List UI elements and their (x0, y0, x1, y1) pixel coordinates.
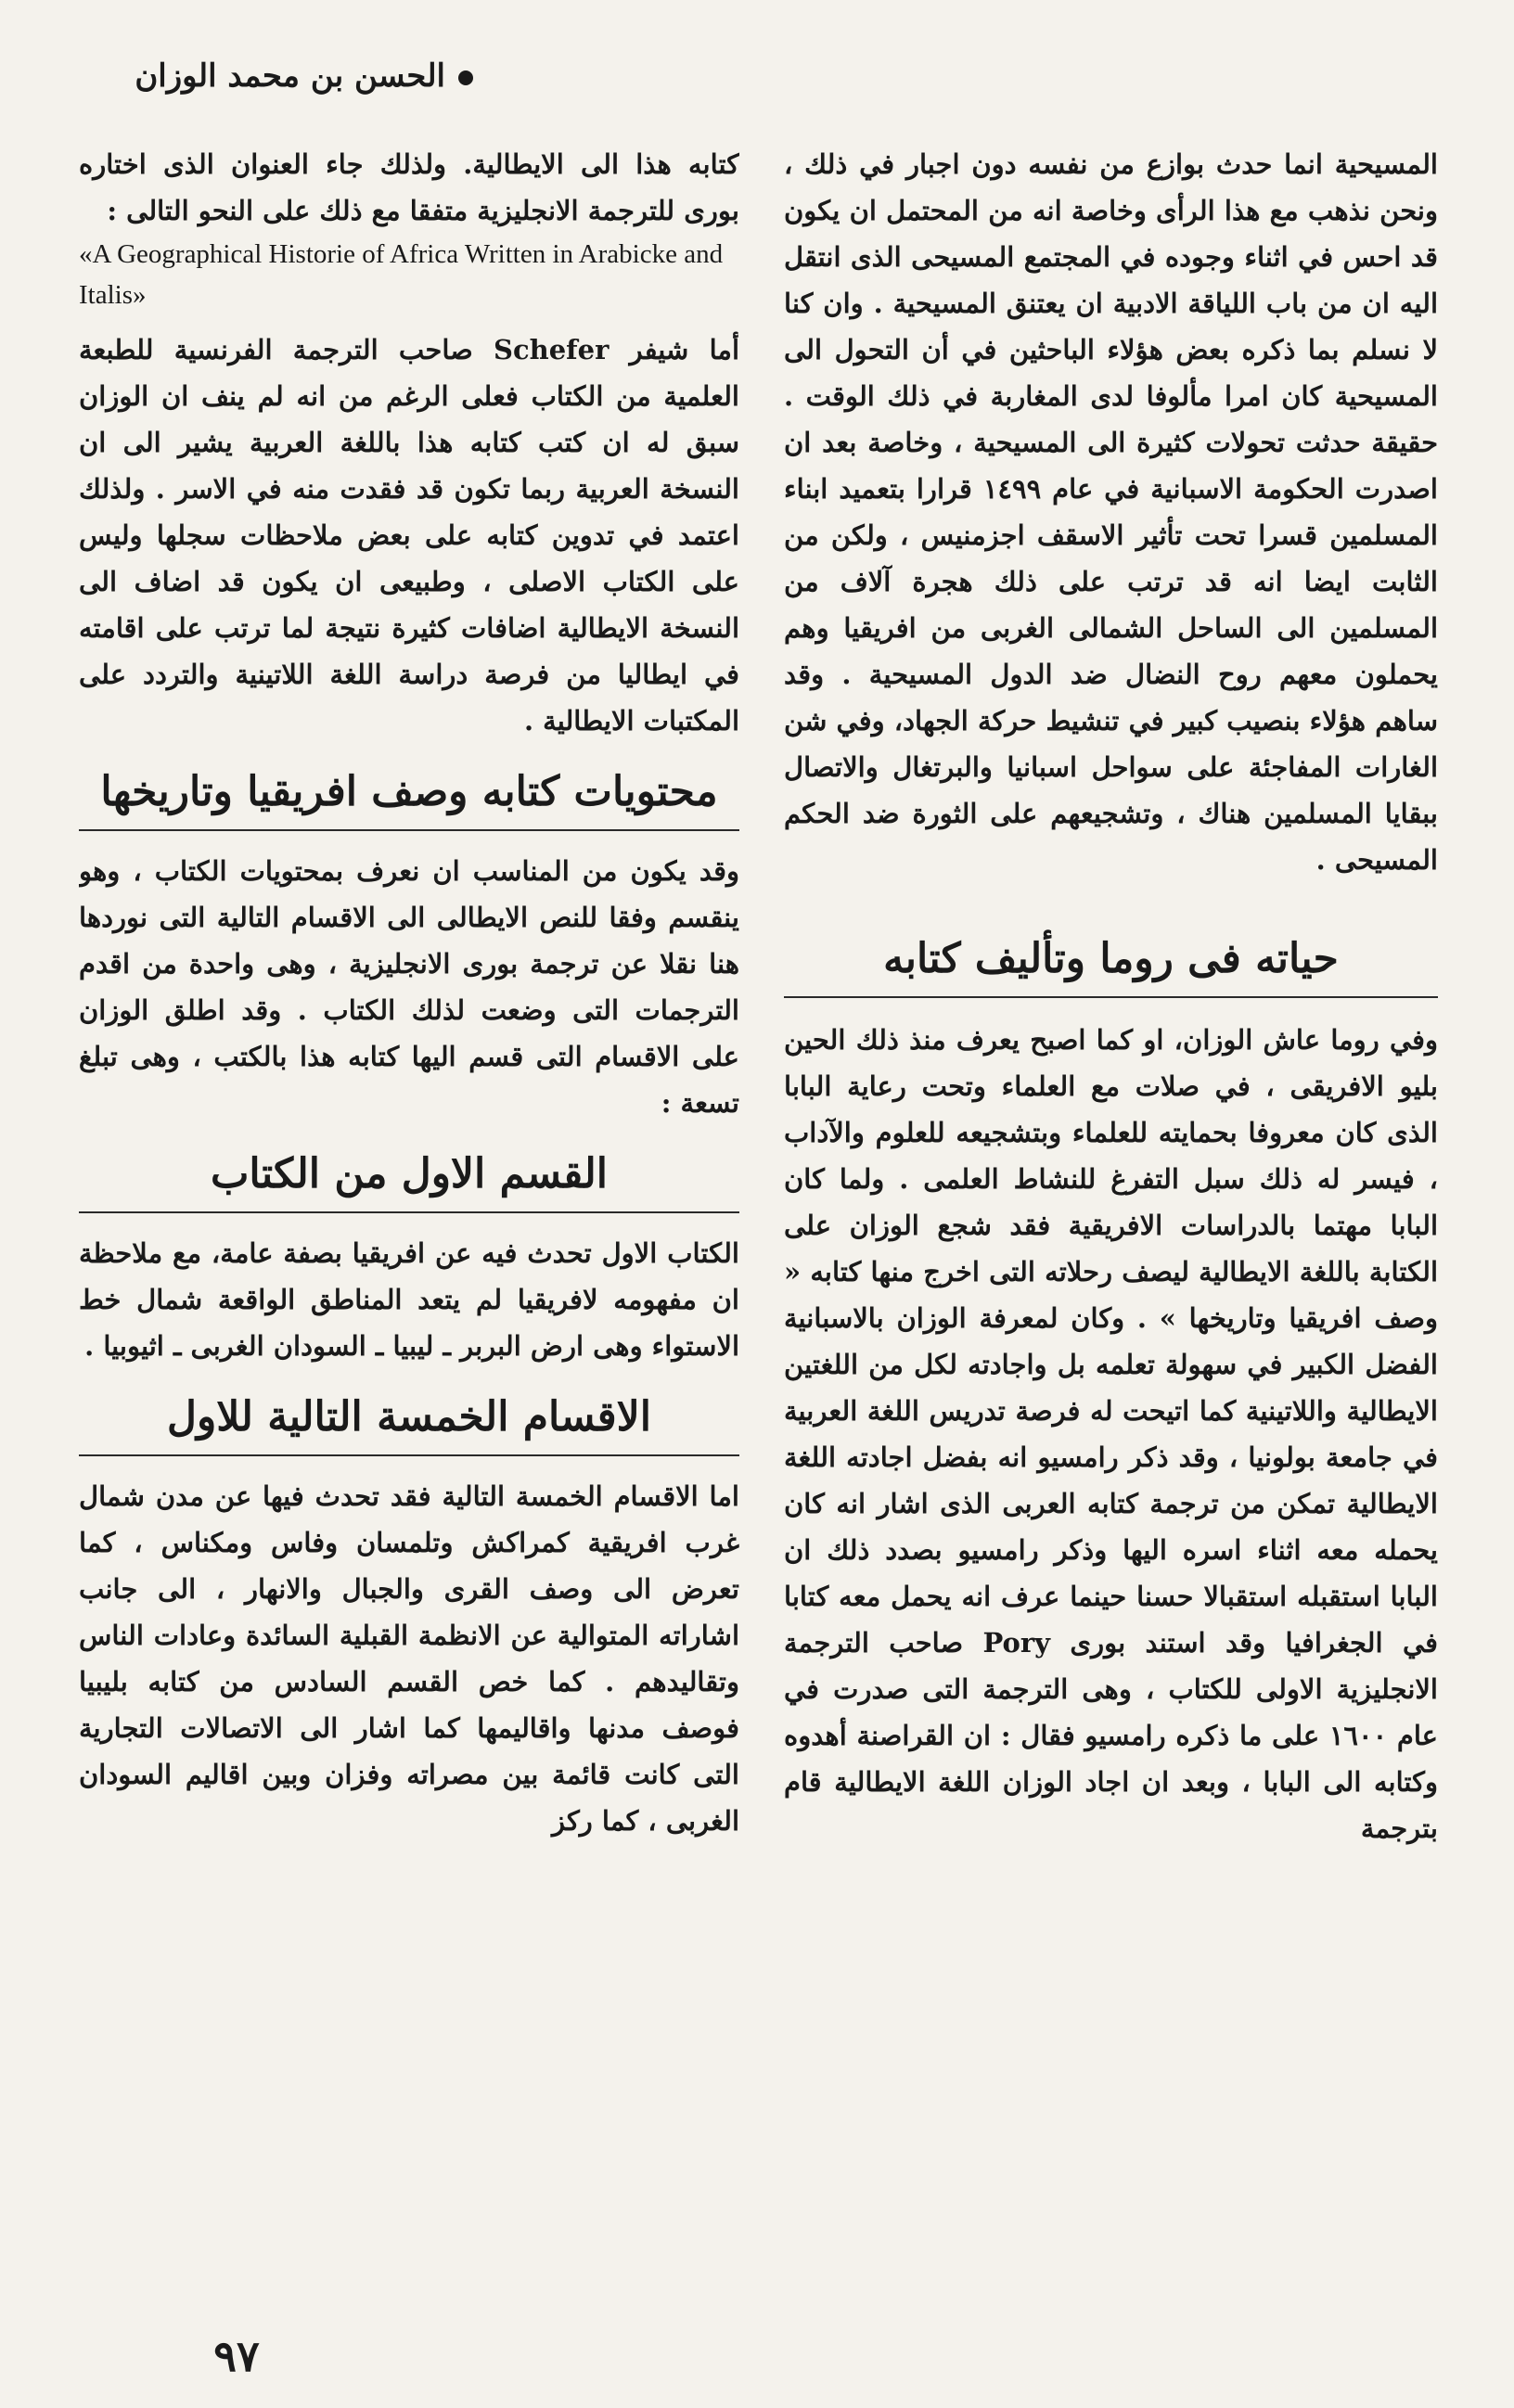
section-heading-contents: محتويات كتابه وصف افريقيا وتاريخها (79, 764, 739, 831)
left-paragraph-4: الكتاب الاول تحدث فيه عن افريقيا بصفة عامة، مع ملاحظة ان مفهومه لافريقيا لم يتعد المناطق الواقعة شمال خط الاستواء وهى ارض البربر ـ ليبيا ـ السودان الغربى ـ اثيوبيا . (79, 1237, 739, 1362)
bullet-icon (458, 70, 473, 85)
section-heading-block (79, 764, 739, 831)
right-paragraph-2: وفي روما عاش الوزان، او كما اصبح يعرف منذ ذلك الحين بليو الافريقى ، في صلات مع العلماء وتحت رعاية البابا الذى كان معروفا بحمايته للعلماء وبتشجيعه للعلوم والآداب ، فيسر له ذلك سبل التفرغ للنشاط العلمى . ولما كان البابا مهتما بالدراسات الافريقية فقد شجع الوزان على الكتابة باللغة الايطالية ليصف رحلاته التى اخرج منها كتابه « وصف افريقيا وتاريخها » . وكان لمعرفة الوزان بالاسبانية الفضل الكبير في سهولة تعلمه بل واجادته لكل من اللغتين الايطالية واللاتينية كما اتيحت له فرصة تدريس اللغة العربية في جامعة بولونيا ، وقد ذكر رامسيو انه بفضل اجادته اللغة الايطالية تمكن من ترجمة كتابه العربى الذى اشار انه كان يحمله معه اثناء اسره اليها وذكر رامسيو بصدد ذلك ان البابا استقبله استقبالا حسنا حينما عرف انه يحمل معه كتابا في الجغرافيا وقد استند بورى Pory صاحب الترجمة الانجليزية الاولى للكتاب ، وهى الترجمة التى صدرت في عام ١٦٠٠ على ما ذكره رامسيو فقال : ان القراصنة أهدوه وكتابه الى البابا ، وبعد ان اجاد الوزان اللغة الايطالية قام بترجمة (784, 1024, 1438, 1844)
section-heading-five-parts: الاقسام الخمسة التالية للاول (79, 1390, 739, 1456)
right-column (784, 141, 1438, 2325)
section-heading-life-in-rome: حياته فى روما وتأليف كتابه (784, 931, 1438, 998)
left-column (79, 141, 739, 2325)
right-paragraph-1: المسيحية انما حدث بوازع من نفسه دون اجبار في ذلك ، ونحن نذهب مع هذا الرأى وخاصة انه من المحتمل ان يكون قد احس في اثناء وجوده في المجتمع المسيحى الذى انتقل اليه ان من باب اللياقة الادبية ان يعتنق المسيحية . وان كنا لا نسلم بما ذكره بعض هؤلاء الباحثين في أن التحول الى المسيحية كان امرا مألوفا لدى المغاربة في ذلك الوقت . حقيقة حدثت تحولات كثيرة الى المسيحية ، وخاصة بعد ان اصدرت الحكومة الاسبانية في عام ١٤٩٩ قرارا بتعميد ابناء المسلمين قسرا تحت تأثير الاسقف اجزمنيس ، ولكن من الثابت ايضا انه قد ترتب على ذلك هجرة آلاف من المسلمين الى الساحل الشمالى الغربى من افريقيا وهم يحملون معهم روح النضال ضد الدول المسيحية . وقد ساهم هؤلاء بنصيب كبير في تنشيط حركة الجهاد، وفي شن الغارات المفاجئة على سواحل اسبانيا والبرتغال والاتصال ببقايا المسلمين هناك ، وتشجيعهم على الثورة ضد الحكم المسيحى . (784, 148, 1438, 876)
left-paragraph-5: اما الاقسام الخمسة التالية فقد تحدث فيها عن مدن شمال غرب افريقية كمراكش وتلمسان وفاس ومكناس ، كما تعرض الى وصف القرى والجبال والانهار ، الى جانب اشاراته المتوالية عن الانظمة القبلية السائدة وعادات الناس وتقاليدهم . كما خص القسم السادس من كتابه بليبيا فوصف مدنها واقاليمها كما اشار الى الاتصالات التجارية التى كانت قائمة بين مصراته وفزان وبين اقاليم السودان الغربى ، كما ركز (79, 1480, 739, 1837)
latin-title-quote: «A Geographical Historie of Africa Written in Arabicke and Italis» (79, 239, 724, 310)
left-paragraph-3: وقد يكون من المناسب ان نعرف بمحتويات الكتاب ، وهو ينقسم وفقا للنص الايطالى الى الاقسام التالية التى نوردها هنا نقلا عن ترجمة بورى الانجليزية ، وهى واحدة من اقدم الترجمات التى وضعت لذلك الكتاب . وقد اطلق الوزان على الاقسام التى قسم اليها كتابه هذا بالكتب ، وهى تبلغ تسعة : (79, 855, 739, 1119)
running-title: الحسن بن محمد الوزان (135, 58, 445, 95)
left-paragraph-2: أما شيفر Schefer صاحب الترجمة الفرنسية للطبعة العلمية من الكتاب فعلى الرغم من انه لم ينف ان الوزان سبق له ان كتب كتابه هذا باللغة العربية يشير الى ان النسخة العربية ربما تكون قد فقدت منه في الاسر . ولذلك اعتمد في تدوين كتابه على بعض ملاحظات سجلها وليس على الكتاب الاصلى ، وطبيعى ان يكون قد اضاف الى النسخة الايطالية اضافات كثيرة نتيجة لما ترتب على اقامته في ايطاليا من فرصة دراسة اللغة اللاتينية والتردد على المكتبات الايطالية . (79, 334, 739, 736)
section-heading-block (79, 1390, 739, 1456)
left-paragraph-1: كتابه هذا الى الايطالية. ولذلك جاء العنوان الذى اختاره بورى للترجمة الانجليزية متفقا مع ذلك على النحو التالى : (79, 148, 739, 226)
section-heading-block (79, 1146, 739, 1213)
section-heading-first-part: القسم الاول من الكتاب (79, 1146, 739, 1213)
running-head (65, 48, 473, 104)
page-number: ٩٧ (213, 2331, 260, 2381)
section-heading-block (784, 931, 1438, 998)
